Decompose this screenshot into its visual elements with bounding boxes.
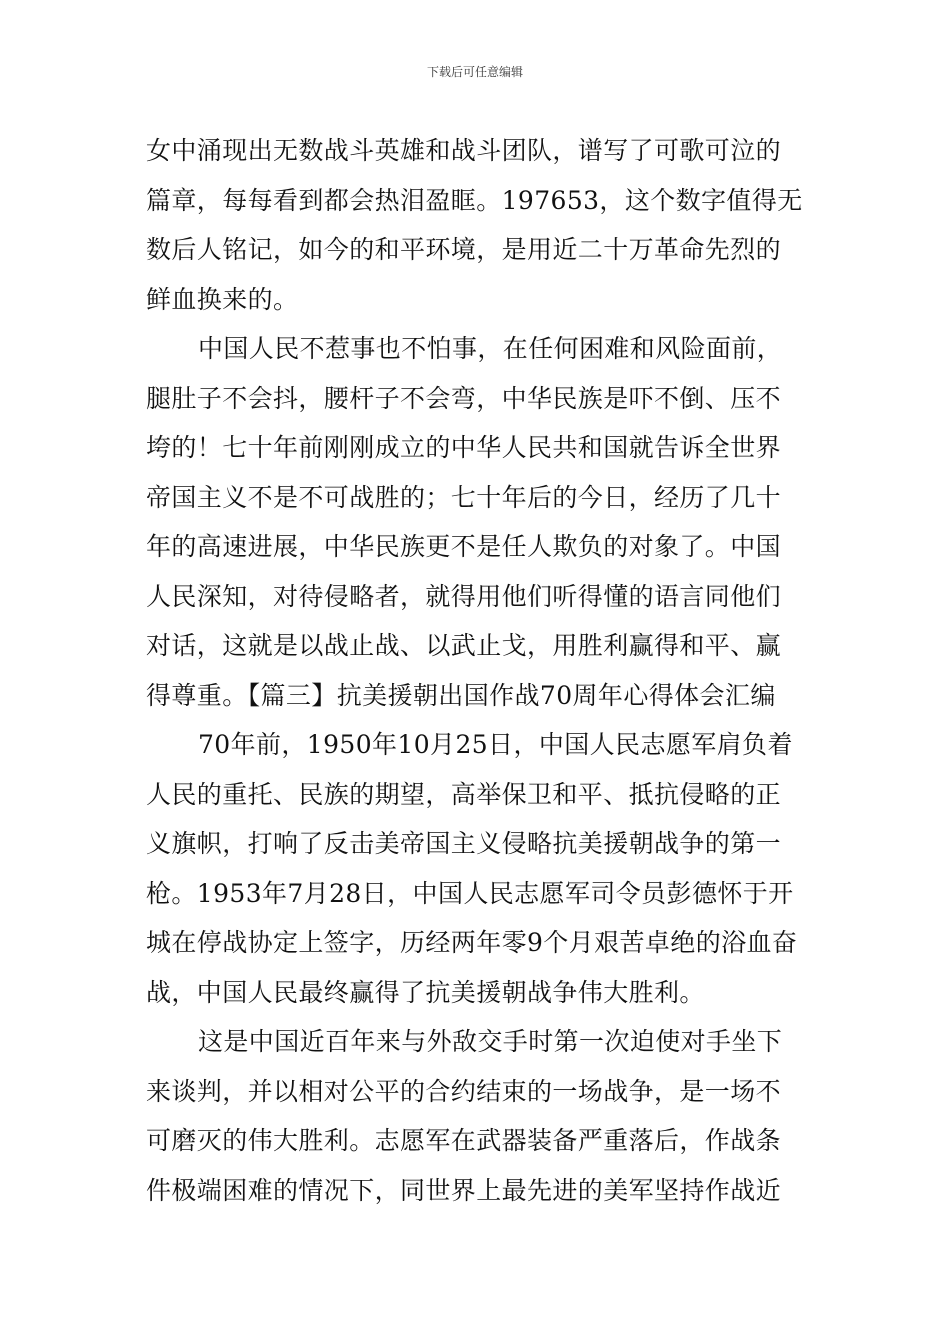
text-line: 人民的重托、民族的期望，高举保卫和平、抵抗侵略的正 bbox=[146, 779, 782, 809]
text-line: 枪。1953年7月28日，中国人民志愿军司令员彭德怀于开 bbox=[146, 878, 794, 908]
text-line: 腿肚子不会抖，腰杆子不会弯，中华民族是吓不倒、压不 bbox=[146, 383, 782, 413]
paragraph-first-line: 中国人民不惹事也不怕事，在任何困难和风险面前， bbox=[198, 334, 783, 363]
paragraph-first-line: 这是中国近百年来与外敌交手时第一次迫使对手坐下 bbox=[198, 1027, 783, 1056]
page-header: 下载后可任意编辑 bbox=[426, 65, 523, 79]
text-line: 来谈判，并以相对公平的合约结束的一场战争，是一场不 bbox=[146, 1076, 782, 1106]
text-line: 垮的！七十年前刚刚成立的中华人民共和国就告诉全世界 bbox=[146, 433, 782, 462]
text-line: 人民深知，对待侵略者，就得用他们听得懂的语言同他们 bbox=[146, 581, 782, 611]
text-line: 年的高速进展，中华民族更不是任人欺负的对象了。中国 bbox=[146, 532, 782, 561]
document-body bbox=[146, 126, 806, 1215]
text-line: 鲜血换来的。 bbox=[146, 284, 299, 314]
text-line: 义旗帜，打响了反击美帝国主义侵略抗美援朝战争的第一 bbox=[146, 829, 782, 858]
paragraph-first-line: 70年前，1950年10月25日，中国人民志愿军肩负着 bbox=[198, 730, 793, 759]
text-line: 帝国主义不是不可战胜的；七十年后的今日，经历了几十 bbox=[146, 482, 782, 512]
text-line: 城在停战协定上签字，历经两年零9个月艰苦卓绝的浴血奋 bbox=[146, 928, 798, 957]
text-line: 件极端困难的情况下，同世界上最先进的美军坚持作战近 bbox=[146, 1175, 782, 1205]
text-line: 篇章，每每看到都会热泪盈眶。197653，这个数字值得无 bbox=[146, 185, 803, 215]
text-line: 数后人铭记，如今的和平环境，是用近二十万革命先烈的 bbox=[146, 235, 782, 264]
text-line: 可磨灭的伟大胜利。志愿军在武器装备严重落后，作战条 bbox=[146, 1126, 782, 1155]
text-line: 女中涌现出无数战斗英雄和战斗团队，谱写了可歌可泣的 bbox=[146, 136, 782, 165]
text-line: 对话，这就是以战止战、以武止戈，用胜利赢得和平、赢 bbox=[146, 631, 782, 660]
text-line: 战，中国人民最终赢得了抗美援朝战争伟大胜利。 bbox=[146, 977, 705, 1007]
text-line-with-section-title: 得尊重。【篇三】抗美援朝出国作战70周年心得体会汇编 bbox=[146, 680, 776, 710]
